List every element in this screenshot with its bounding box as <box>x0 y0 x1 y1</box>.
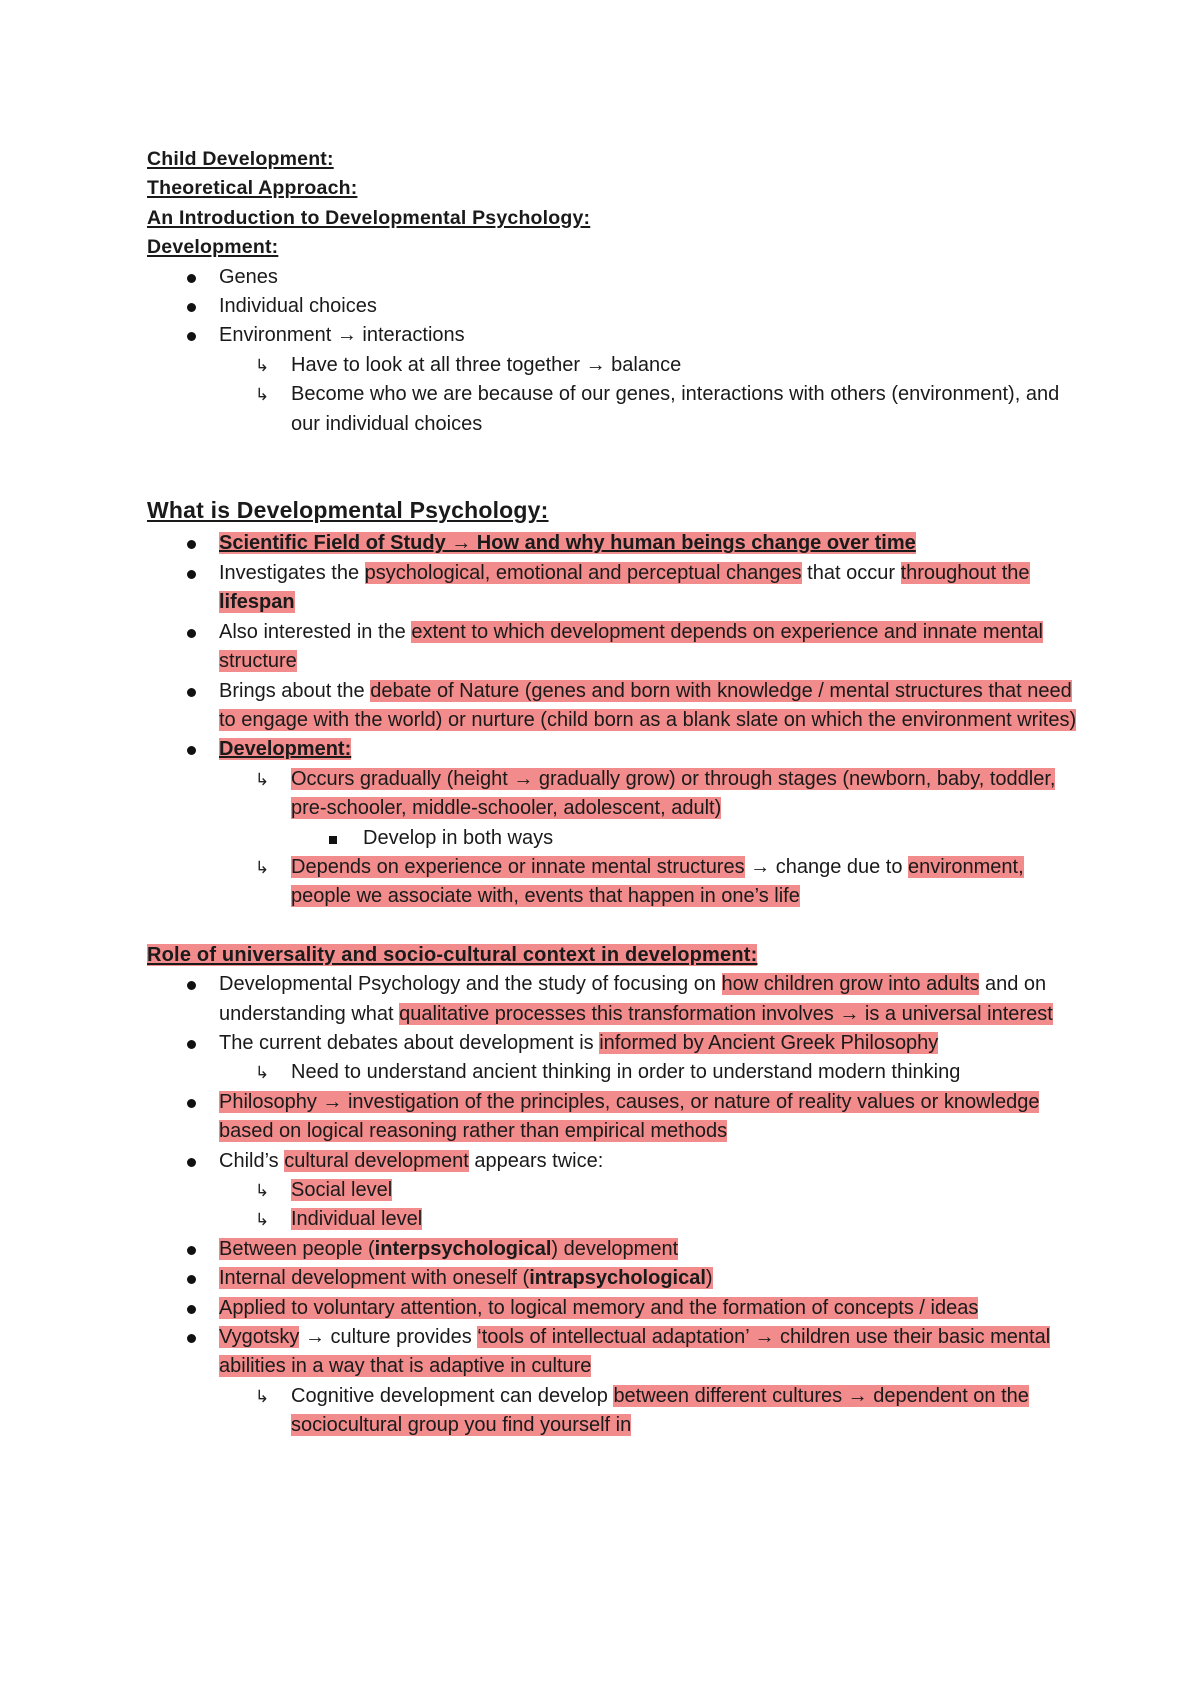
list-item: Genes <box>147 263 1080 292</box>
heading-what-is-dev-psych: What is Developmental Psychology: <box>147 497 549 524</box>
list-item: Scientific Field of Study → How and why human beings change over time <box>147 529 1080 558</box>
heading-development: Development: <box>147 236 279 259</box>
heading-child-development: Child Development: <box>147 148 334 170</box>
sub-list-item: ↳ Need to understand ancient thinking in order to understand modern thinking <box>147 1058 1080 1087</box>
heading-role-universality: Role of universality and socio-cultural context in development: <box>147 943 758 966</box>
list-item: Also interested in the extent to which development depends on experience and innate mental structure <box>147 618 1080 677</box>
list-item: Between people (interpsychological) development <box>147 1235 1080 1264</box>
list-item: Development: <box>147 735 1080 764</box>
list-item: Child’s cultural development appears twice: <box>147 1147 1080 1176</box>
list-item: Applied to voluntary attention, to logical memory and the formation of concepts / ideas <box>147 1294 1080 1323</box>
list-item: Investigates the psychological, emotional and perceptual changes that occur throughout the lifespan <box>147 559 1080 618</box>
list-item: Brings about the debate of Nature (genes and born with knowledge / mental structures that need to engage with the world) or nurture (child born as a blank slate on which the environment writes) <box>147 677 1080 736</box>
role-list <box>147 970 1080 1441</box>
list-item: The current debates about development is informed by Ancient Greek Philosophy <box>147 1029 1080 1058</box>
development-list <box>147 263 1080 439</box>
sub-list-item: ↳ Become who we are because of our genes, interactions with others (environment), and our individual choices <box>147 380 1080 439</box>
heading-intro-dev-psych: An Introduction to Developmental Psychology: <box>147 206 591 229</box>
sub-list-item: ↳ Cognitive development can develop between different cultures → dependent on the sociocultural group you find yourself in <box>147 1382 1080 1441</box>
what-list <box>147 529 1080 911</box>
sub-sub-list-item: Develop in both ways <box>147 824 1080 853</box>
list-item: Vygotsky → culture provides ‘tools of intellectual adaptation’ → children use their basic mental abilities in a way that is adaptive in culture <box>147 1323 1080 1382</box>
list-item: Individual choices <box>147 292 1080 321</box>
sub-list-item: ↳ Have to look at all three together → balance <box>147 351 1080 380</box>
sub-list-item: ↳ Individual level <box>147 1205 1080 1234</box>
list-item: Internal development with oneself (intrapsychological) <box>147 1264 1080 1293</box>
list-item: Philosophy → investigation of the principles, causes, or nature of reality values or knowledge based on logical reasoning rather than empirical methods <box>147 1088 1080 1147</box>
sub-list-item: ↳ Depends on experience or innate mental structures → change due to environment, people we associate with, events that happen in one’s life <box>147 853 1080 912</box>
list-item: Environment → interactions <box>147 321 1080 350</box>
sub-list-item: ↳ Social level <box>147 1176 1080 1205</box>
list-item: Developmental Psychology and the study of focusing on how children grow into adults and on understanding what qualitative processes this transformation involves → is a universal interest <box>147 970 1080 1029</box>
heading-theoretical-approach: Theoretical Approach: <box>147 177 358 200</box>
sub-list-item: ↳ Occurs gradually (height → gradually grow) or through stages (newborn, baby, toddler, pre-schooler, middle-schooler, adolescent, adult) <box>147 765 1080 824</box>
